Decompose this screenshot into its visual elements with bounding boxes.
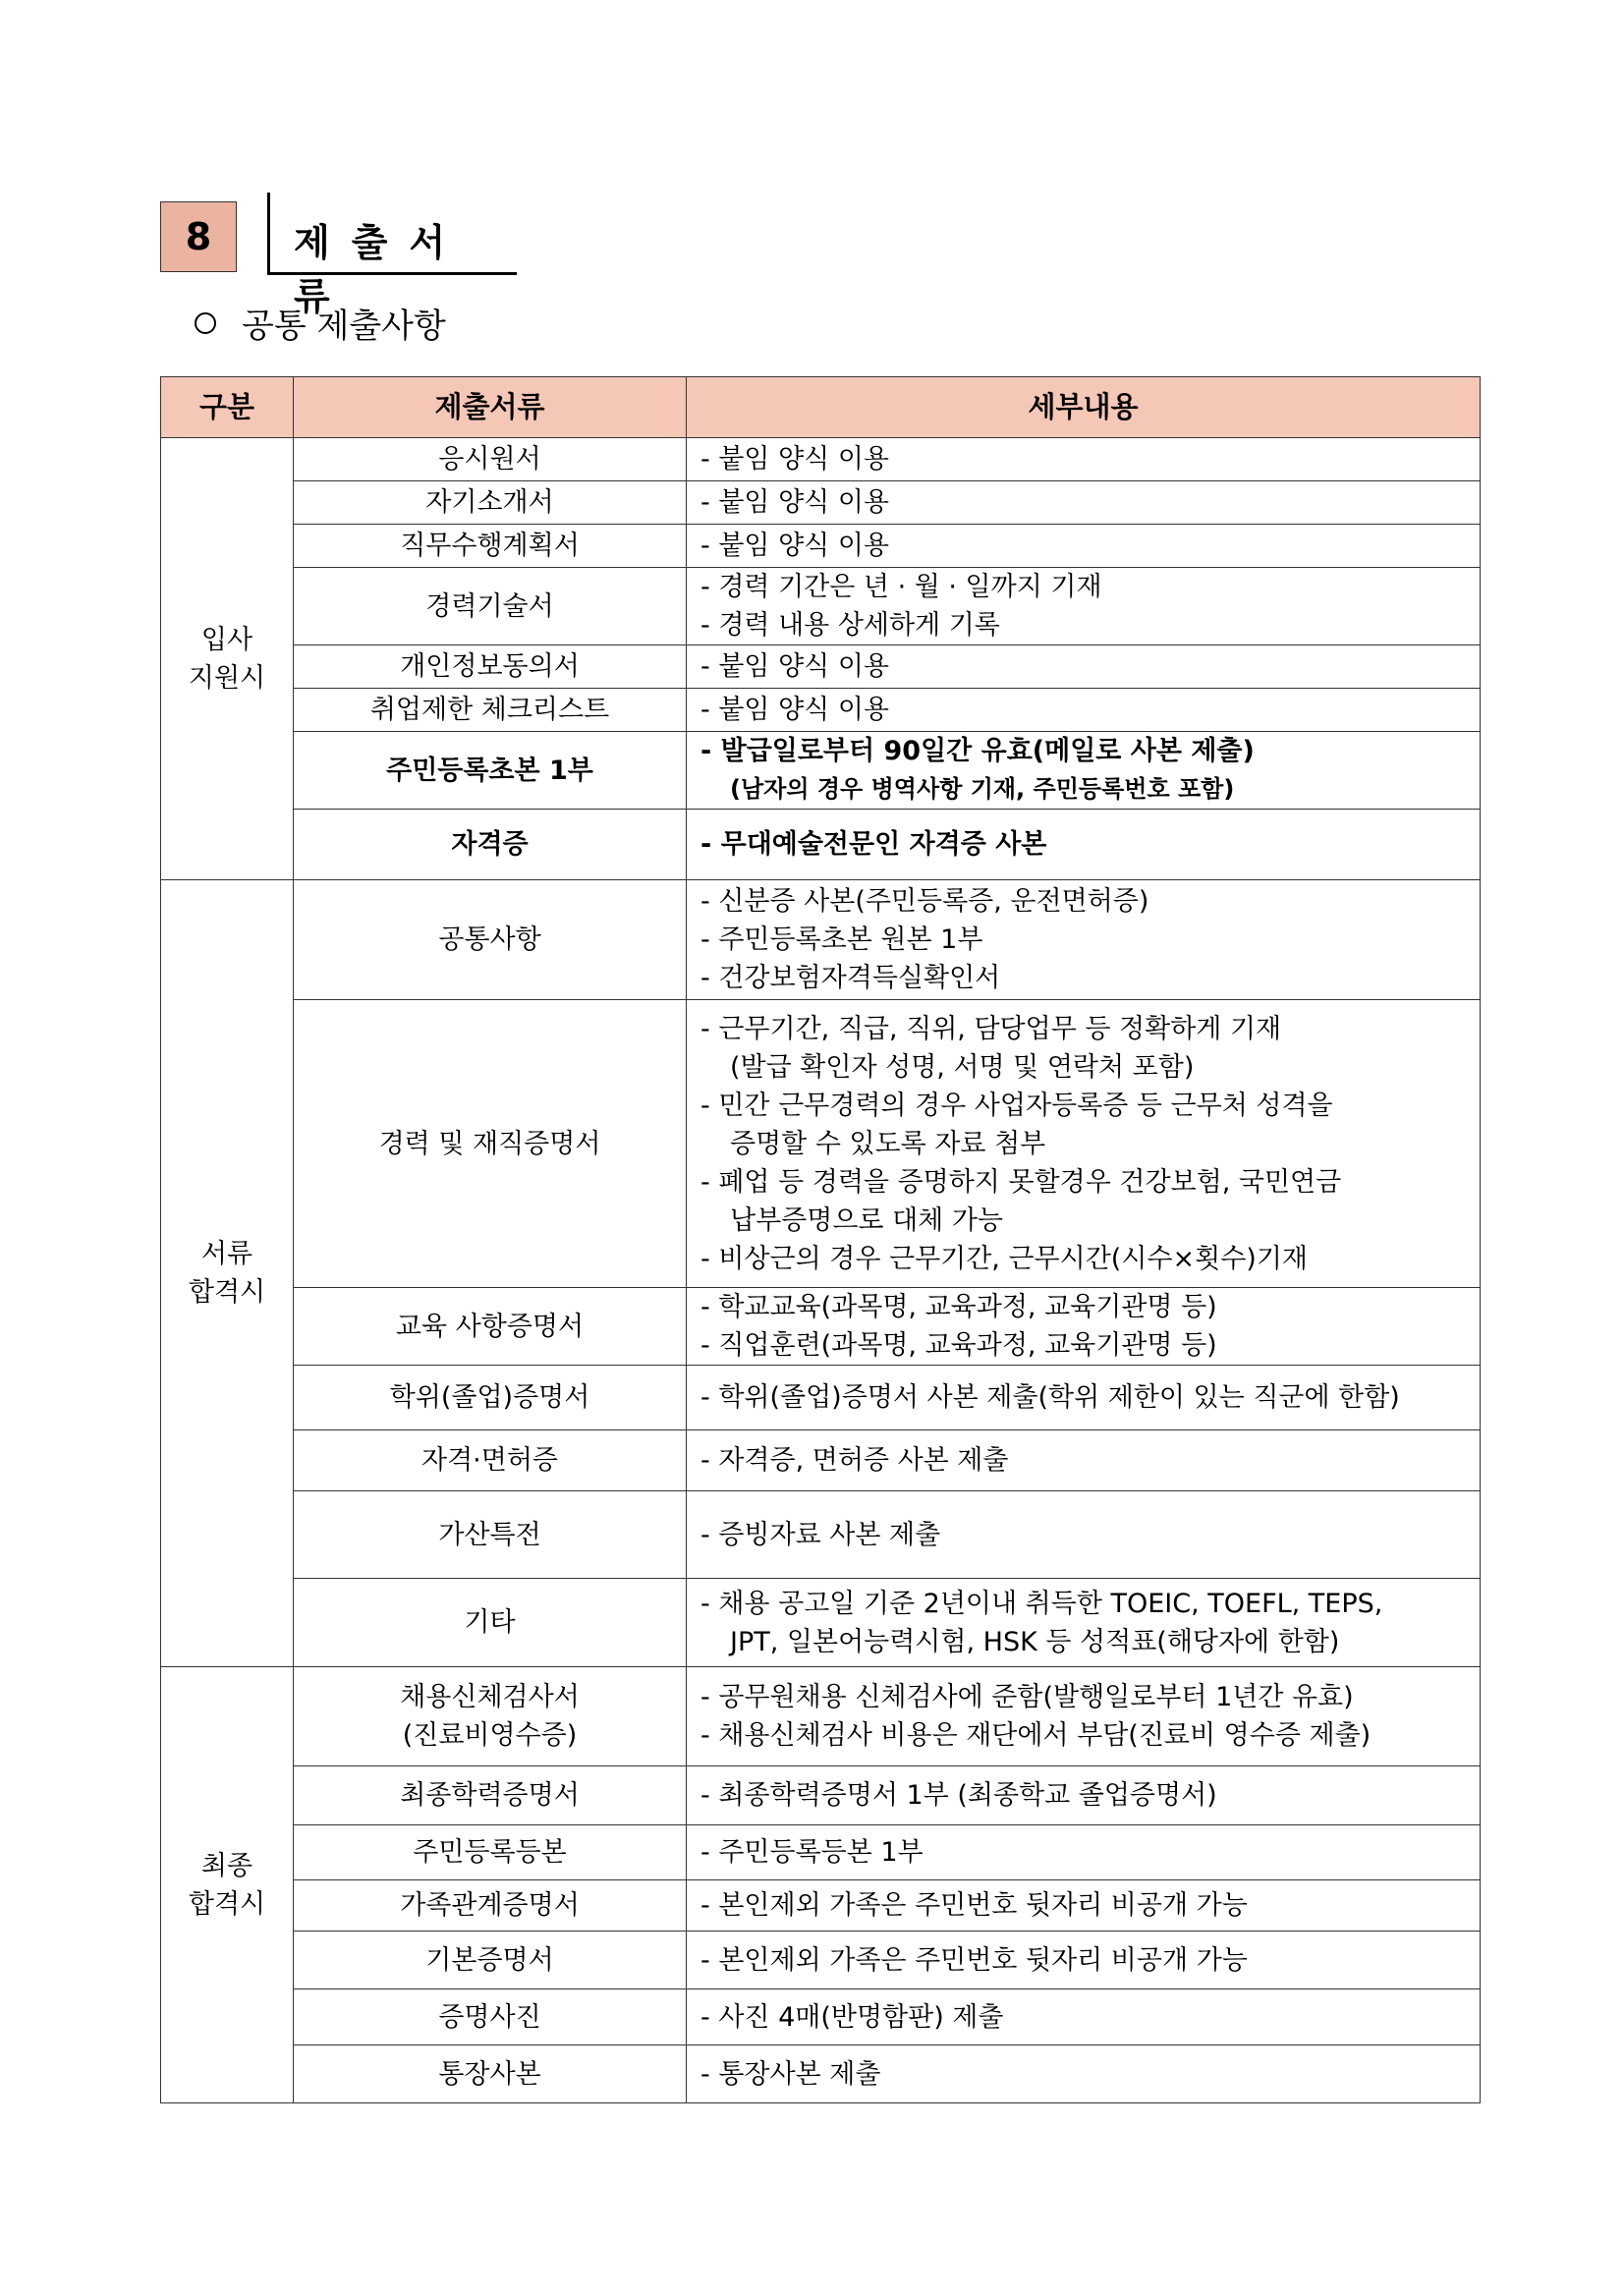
table-row xyxy=(161,525,1481,568)
document-name: 학위(졸업)증명서 xyxy=(389,1382,590,1413)
document-cell xyxy=(294,732,687,810)
category-text: 서류 xyxy=(200,1239,253,1269)
details-cell xyxy=(687,1430,1481,1491)
table-header-row xyxy=(161,377,1481,438)
details-cell xyxy=(687,1880,1481,1932)
table-row xyxy=(161,1366,1481,1430)
table-row xyxy=(161,1430,1481,1491)
document-name: 기본증명서 xyxy=(425,1944,554,1976)
document-name: 직무수행계획서 xyxy=(400,531,580,561)
detail-line: - 직업훈련(과목명, 교육과정, 교육기관명 등) xyxy=(700,1330,1217,1361)
detail-line: - 사진 4매(반명함판) 제출 xyxy=(700,2001,1004,2033)
detail-line: - 무대예술전문인 자격증 사본 xyxy=(700,829,1047,860)
document-cell xyxy=(294,1430,687,1491)
details-cell xyxy=(687,880,1481,1000)
document-cell xyxy=(294,810,687,880)
table-row xyxy=(161,645,1481,689)
detail-line: - 폐업 등 경력을 증명하지 못할경우 건강보험, 국민연금 xyxy=(700,1166,1342,1198)
detail-line: - 발급일로부터 90일간 유효(메일로 사본 제출) xyxy=(700,736,1255,766)
detail-line: - 근무기간, 직급, 직위, 담당업무 등 정확하게 기재 xyxy=(700,1013,1282,1044)
details-cell xyxy=(687,1989,1481,2045)
details-cell xyxy=(687,1579,1481,1667)
details-cell xyxy=(687,1766,1481,1825)
document-name: 교육 사항증명서 xyxy=(395,1311,585,1342)
category-text: 지원시 xyxy=(188,662,266,694)
detail-line: JPT, 일본어능력시험, HSK 등 성적표(해당자에 한함) xyxy=(730,1626,1340,1657)
details-cell xyxy=(687,810,1481,880)
details-cell xyxy=(687,1932,1481,1989)
detail-line: - 학위(졸업)증명서 사본 제출(학위 제한이 있는 직군에 한함) xyxy=(700,1382,1400,1413)
detail-line: - 신분증 사본(주민등록증, 운전면허증) xyxy=(700,886,1149,917)
detail-line: - 주민등록초본 원본 1부 xyxy=(700,924,983,955)
detail-line: - 비상근의 경우 근무기간, 근무시간(시수×횟수)기재 xyxy=(700,1243,1308,1274)
detail-line: - 붙임 양식 이용 xyxy=(700,487,889,518)
detail-line: - 경력 내용 상세하게 기록 xyxy=(700,610,1000,641)
detail-line: - 학교교육(과목명, 교육과정, 교육기관명 등) xyxy=(700,1292,1217,1322)
document-name: 기타 xyxy=(464,1607,516,1638)
details-cell xyxy=(687,1288,1481,1366)
document-name: 최종학력증명서 xyxy=(400,1780,580,1811)
table-row xyxy=(161,880,1481,1000)
document-name: 자기소개서 xyxy=(425,487,554,518)
table-row xyxy=(161,1000,1481,1288)
subheading xyxy=(195,299,446,347)
table-row xyxy=(161,1579,1481,1667)
table-row xyxy=(161,1932,1481,1989)
table-row xyxy=(161,568,1481,645)
document-name: 통장사본 xyxy=(438,2058,541,2090)
document-cell xyxy=(294,525,687,568)
table-row xyxy=(161,732,1481,810)
document-cell xyxy=(294,1667,687,1766)
detail-line: (발급 확인자 성명, 서명 및 연락처 포함) xyxy=(730,1051,1195,1083)
category-text: 합격시 xyxy=(188,1277,266,1308)
detail-line: - 자격증, 면허증 사본 제출 xyxy=(700,1445,1009,1476)
document-name: 경력 및 재직증명서 xyxy=(378,1128,601,1159)
header-details: 세부내용 xyxy=(687,377,1481,438)
table-row xyxy=(161,1825,1481,1880)
document-name: 자격증 xyxy=(451,829,529,860)
details-cell xyxy=(687,1491,1481,1579)
document-cell xyxy=(294,1000,687,1288)
detail-line: 납부증명으로 대체 가능 xyxy=(730,1204,1003,1236)
section-title: 제출서류 xyxy=(294,221,468,318)
category-cell xyxy=(161,438,294,880)
table-row xyxy=(161,1766,1481,1825)
document-name: 취업제한 체크리스트 xyxy=(369,695,610,725)
document-name: 가산특전 xyxy=(438,1519,541,1550)
category-text: 합격시 xyxy=(188,1888,266,1920)
detail-line: - 채용신체검사 비용은 재단에서 부담(진료비 영수증 제출) xyxy=(700,1720,1372,1751)
category-text: 입사 xyxy=(200,624,253,655)
document-cell xyxy=(294,1989,687,2045)
details-cell xyxy=(687,2045,1481,2103)
document-cell xyxy=(294,1366,687,1430)
details-cell xyxy=(687,1366,1481,1430)
table-row xyxy=(161,438,1481,481)
detail-line: - 주민등록등본 1부 xyxy=(700,1837,924,1868)
table-row xyxy=(161,481,1481,525)
detail-line: (남자의 경우 병역사항 기재, 주민등록번호 포함) xyxy=(730,775,1235,803)
documents-table xyxy=(160,376,1481,2103)
detail-line: - 본인제외 가족은 주민번호 뒷자리 비공개 가능 xyxy=(700,1944,1248,1976)
document-cell xyxy=(294,2045,687,2103)
table-row xyxy=(161,1989,1481,2045)
table-row xyxy=(161,2045,1481,2103)
table-row xyxy=(161,689,1481,732)
document-cell xyxy=(294,1288,687,1366)
detail-line: - 증빙자료 사본 제출 xyxy=(700,1519,941,1550)
document-cell xyxy=(294,1880,687,1932)
circle-bullet-icon xyxy=(195,312,216,334)
details-cell xyxy=(687,645,1481,689)
document-cell xyxy=(294,1932,687,1989)
detail-line: - 채용 공고일 기준 2년이내 취득한 TOEIC, TOEFL, TEPS, xyxy=(700,1588,1383,1619)
detail-line: - 붙임 양식 이용 xyxy=(700,531,889,561)
document-cell xyxy=(294,1766,687,1825)
detail-line: - 경력 기간은 년 · 월 · 일까지 기재 xyxy=(700,572,1102,602)
details-cell xyxy=(687,438,1481,481)
document-name: (진료비영수증) xyxy=(402,1720,578,1751)
document-name: 증명사진 xyxy=(438,2001,541,2033)
table-row xyxy=(161,1288,1481,1366)
details-cell xyxy=(687,689,1481,732)
section-title-box xyxy=(267,193,517,318)
detail-line: - 최종학력증명서 1부 (최종학교 졸업증명서) xyxy=(700,1780,1217,1811)
document-cell xyxy=(294,1579,687,1667)
details-cell xyxy=(687,568,1481,645)
document-cell xyxy=(294,880,687,1000)
document-name: 주민등록초본 1부 xyxy=(386,755,593,786)
details-cell xyxy=(687,732,1481,810)
table-row xyxy=(161,810,1481,880)
document-name: 채용신체검사서 xyxy=(400,1682,580,1712)
document-cell xyxy=(294,481,687,525)
document-cell xyxy=(294,1825,687,1880)
detail-line: - 민간 근무경력의 경우 사업자등록증 등 근무처 성격을 xyxy=(700,1090,1333,1121)
detail-line: - 붙임 양식 이용 xyxy=(700,695,889,725)
detail-line: - 본인제외 가족은 주민번호 뒷자리 비공개 가능 xyxy=(700,1890,1248,1921)
details-cell xyxy=(687,1825,1481,1880)
table-row xyxy=(161,1491,1481,1579)
header-document: 제출서류 xyxy=(294,377,687,438)
document-cell xyxy=(294,568,687,645)
category-text: 최종 xyxy=(200,1850,253,1881)
detail-line: - 붙임 양식 이용 xyxy=(700,444,889,475)
document-name: 주민등록등본 xyxy=(413,1837,567,1868)
details-cell xyxy=(687,525,1481,568)
document-cell xyxy=(294,1491,687,1579)
subheading-text: 공통 제출사항 xyxy=(242,307,446,346)
detail-line: - 붙임 양식 이용 xyxy=(700,651,889,682)
document-name: 가족관계증명서 xyxy=(400,1890,580,1921)
document-cell xyxy=(294,645,687,689)
category-cell xyxy=(161,1667,294,2103)
document-name: 응시원서 xyxy=(438,444,541,475)
document-name: 자격·면허증 xyxy=(421,1445,558,1476)
detail-line: 증명할 수 있도록 자료 첨부 xyxy=(730,1128,1046,1159)
section-number: 8 xyxy=(160,201,237,272)
table-row xyxy=(161,1667,1481,1766)
category-cell xyxy=(161,880,294,1667)
document-cell xyxy=(294,689,687,732)
document-name: 경력기술서 xyxy=(425,590,554,622)
document-cell xyxy=(294,438,687,481)
table-row xyxy=(161,1880,1481,1932)
document-name: 개인정보동의서 xyxy=(400,651,580,682)
header-category: 구분 xyxy=(161,377,294,438)
details-cell xyxy=(687,1667,1481,1766)
table-body xyxy=(161,438,1481,2103)
detail-line: - 건강보험자격득실확인서 xyxy=(700,963,1001,993)
detail-line: - 통장사본 제출 xyxy=(700,2058,881,2090)
details-cell xyxy=(687,1000,1481,1288)
details-cell xyxy=(687,481,1481,525)
detail-line: - 공무원채용 신체검사에 준함(발행일로부터 1년간 유효) xyxy=(700,1682,1354,1712)
document-name: 공통사항 xyxy=(438,924,541,955)
